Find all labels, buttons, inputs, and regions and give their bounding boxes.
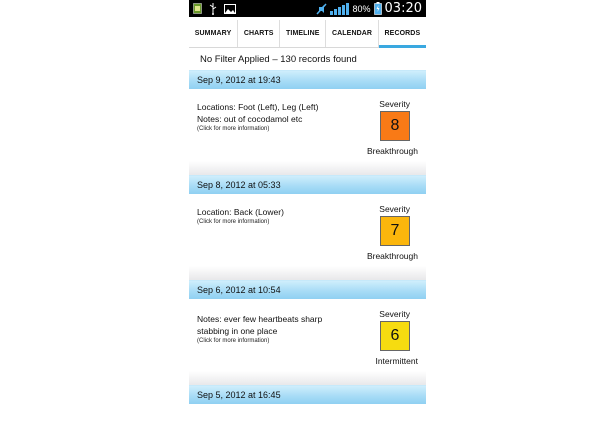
severity-block [348, 309, 418, 366]
pain-type: Breakthrough [366, 146, 418, 156]
battery-icon [374, 2, 382, 15]
list-item[interactable] [189, 89, 426, 175]
mute-icon [316, 3, 327, 15]
date-header: Sep 5, 2012 at 16:45 [189, 385, 426, 404]
row-shadow [189, 161, 426, 175]
record-location: Locations: Foot (Left), Leg (Left) [197, 102, 319, 112]
severity-badge: 7 [380, 216, 410, 246]
usb-icon [208, 3, 218, 15]
battery-percent: 80% [352, 3, 371, 14]
phone-screen [189, 0, 426, 424]
list-item[interactable] [189, 299, 426, 385]
tab-calendar[interactable]: CALENDAR [326, 20, 379, 47]
signal-icon [330, 3, 350, 15]
date-header: Sep 8, 2012 at 05:33 [189, 175, 426, 194]
row-shadow [189, 266, 426, 280]
record-notes: Notes: ever few heartbeats sharp [197, 314, 323, 324]
record-hint: (Click for more information) [197, 219, 270, 225]
records-list [189, 70, 426, 404]
tab-timeline[interactable]: TIMELINE [280, 20, 326, 47]
record-hint: (Click for more information) [197, 338, 270, 344]
filter-status: No Filter Applied – 130 records found [200, 53, 357, 65]
severity-label: Severity [379, 309, 410, 319]
date-header: Sep 6, 2012 at 10:54 [189, 280, 426, 299]
tab-charts[interactable]: CHARTS [238, 20, 280, 47]
severity-label: Severity [379, 99, 410, 109]
row-shadow [189, 371, 426, 385]
tab-records[interactable]: RECORDS [379, 20, 426, 47]
list-item[interactable] [189, 194, 426, 280]
pain-type: Breakthrough [366, 251, 418, 261]
record-location: Location: Back (Lower) [197, 207, 284, 217]
tab-bar [189, 20, 426, 48]
severity-badge: 8 [380, 111, 410, 141]
image-icon [224, 4, 236, 14]
record-notes: Notes: out of cocodamol etc [197, 114, 303, 124]
record-notes-cont: stabbing in one place [197, 326, 278, 336]
severity-block [348, 204, 418, 261]
date-header: Sep 9, 2012 at 19:43 [189, 70, 426, 89]
status-bar [189, 0, 426, 17]
tab-summary[interactable]: SUMMARY [189, 20, 238, 47]
severity-badge: 6 [380, 321, 410, 351]
severity-label: Severity [379, 204, 410, 214]
severity-block [348, 99, 418, 156]
record-hint: (Click for more information) [197, 126, 270, 132]
clock: 03:20 [384, 1, 422, 16]
pain-type: Intermittent [375, 356, 418, 366]
sim-card-icon [193, 3, 202, 14]
